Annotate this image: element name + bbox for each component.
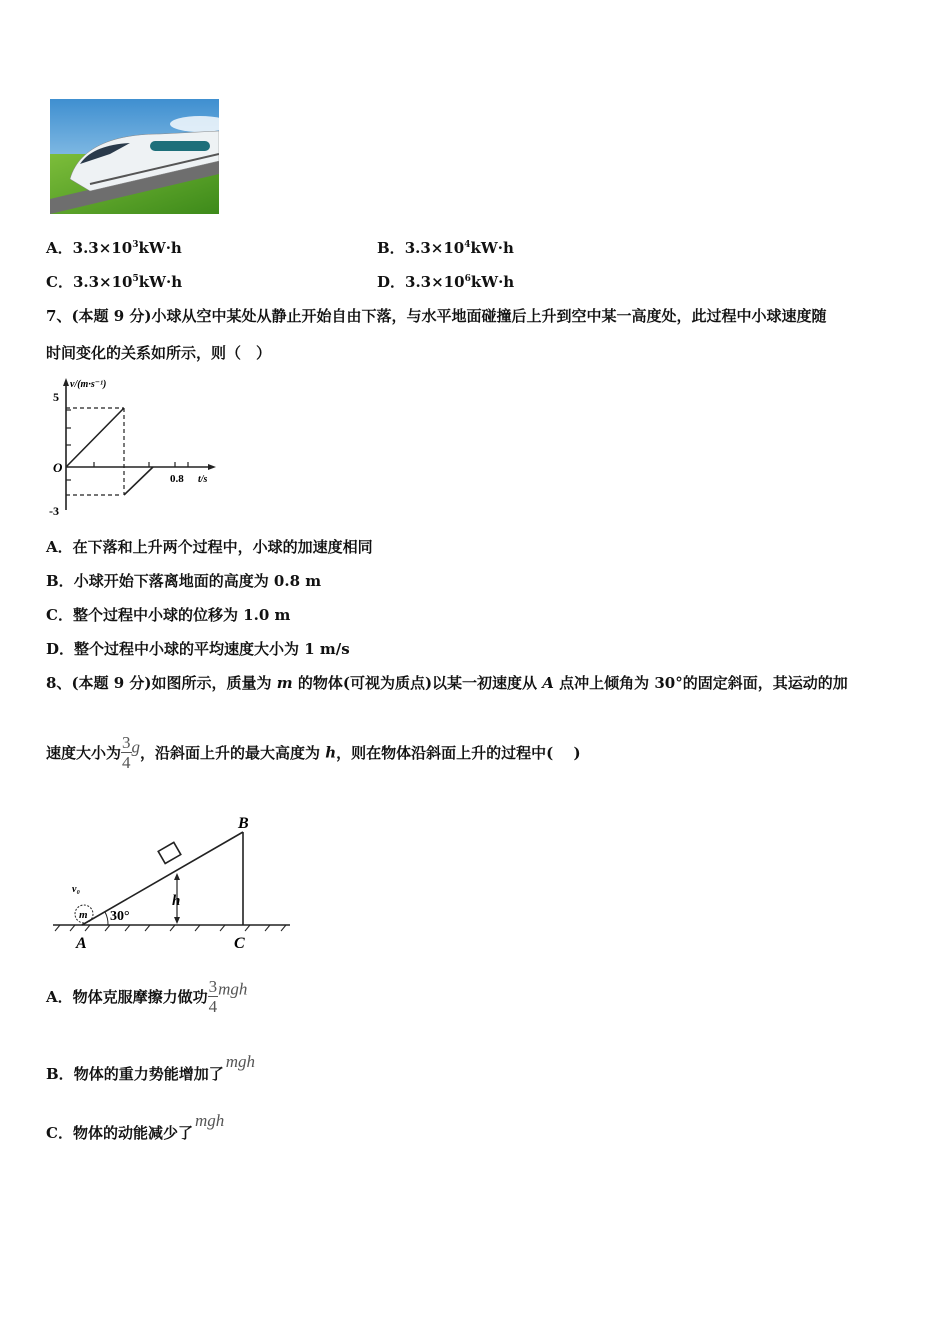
origin-label: O xyxy=(53,460,63,475)
q8-option-b[interactable]: B．物体的重力势能增加了mgh xyxy=(46,1052,255,1083)
y-axis-label: v/(m·s⁻¹) xyxy=(70,379,107,390)
label-angle: 30° xyxy=(110,909,130,924)
q8-option-c[interactable]: C．物体的动能减少了mgh xyxy=(46,1111,225,1142)
q7-option-a[interactable]: A．在下落和上升两个过程中，小球的加速度相同 xyxy=(46,538,373,556)
q8-stem-line1: 8、(本题 9 分)如图所示，质量为 m 的物体(可视为质点)以某一初速度从 A 点冲上倾角为 30°的固定斜面，其运动的加 xyxy=(46,674,848,692)
q7-stem-line2: 时间变化的关系如所示，则（ ） xyxy=(46,344,272,362)
x-tick-label: 0.8 xyxy=(170,473,184,485)
rising-segment xyxy=(124,467,153,495)
q8-stem-line2: 速度大小为 $\frac{3}{4}$ g，沿斜面上升的最大高度为 h，则在物体沿斜面上升的过程中( ) xyxy=(46,733,581,772)
q8-number: 8、 xyxy=(46,674,72,692)
label-v0: v₀ xyxy=(72,884,80,895)
q8-option-a[interactable]: A．物体克服摩擦力做功 $\frac{3}{4}$ mgh xyxy=(46,977,248,1016)
q7-option-d[interactable]: D．整个过程中小球的平均速度大小为 1 m/s xyxy=(46,640,350,658)
label-m: m xyxy=(79,909,88,921)
q7-number: 7、 xyxy=(46,307,72,325)
q8-option-a-fraction: $\frac{3}{4}$ xyxy=(208,977,218,1016)
q6-option-a[interactable]: A．$3.3\times 10^3kW\cdot h$ xyxy=(46,239,182,257)
q7-stem-line1: 7、(本题 9 分)小球从空中某处从静止开始自由下落，与水平地面碰撞后上升到空中某一高度处，此过程中小球速度随 xyxy=(46,307,827,325)
q6-option-b[interactable]: B．$3.3\times 10^4kW\cdot h$ xyxy=(377,239,514,257)
x-axis-label: t/s xyxy=(198,474,208,485)
q8-accel-fraction: $\frac{3}{4}$ xyxy=(122,733,131,772)
y-bottom-label: -3 xyxy=(49,504,59,518)
q7-option-b[interactable]: B．小球开始下落离地面的高度为 0.8 m xyxy=(46,572,322,590)
label-c: C xyxy=(234,935,245,952)
block xyxy=(158,842,181,863)
q8-incline-figure xyxy=(50,810,295,955)
label-b: B xyxy=(238,815,249,832)
q6-option-d[interactable]: D．$3.3\times 10^6kW\cdot h$ xyxy=(377,273,515,291)
incline-line xyxy=(82,832,243,925)
q6-option-c[interactable]: C．$3.3\times 10^5kW\cdot h$ xyxy=(46,273,183,291)
y-top-label: 5 xyxy=(53,390,59,404)
label-h: h xyxy=(172,893,181,909)
q7-option-c[interactable]: C．整个过程中小球的位移为 1.0 m xyxy=(46,606,291,624)
high-speed-train-icon xyxy=(50,99,219,214)
falling-segment xyxy=(66,408,124,467)
q7-vt-graph xyxy=(48,375,218,520)
train-photo xyxy=(50,99,219,214)
label-a: A xyxy=(76,935,87,952)
